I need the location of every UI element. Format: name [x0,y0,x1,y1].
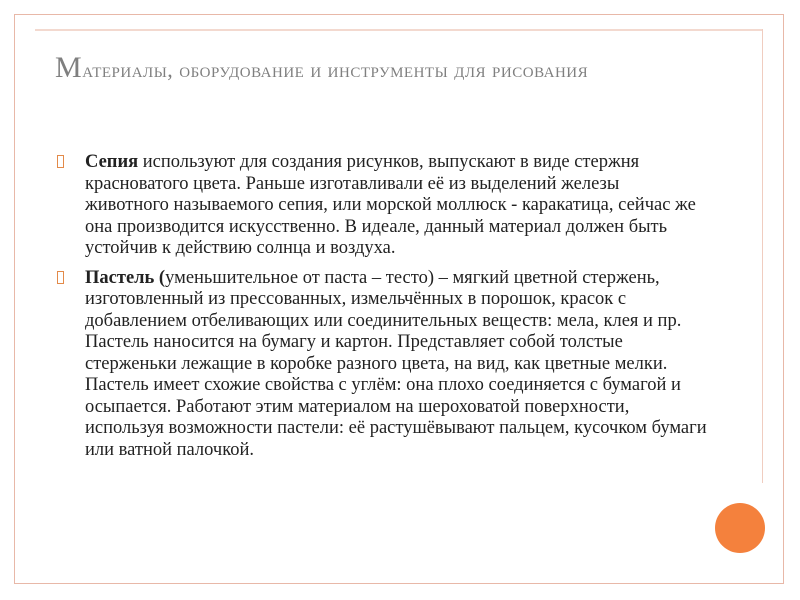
slide-title [55,53,755,85]
bullet-marker-icon [57,155,64,168]
title-first-letter: М [55,51,83,84]
text-sepia: используют для создания рисунков, выпускают в виде стержня красноватого цвета. Раньше изготавливали её из выделений железы животного называемого сепия, или морской моллюск - каракатица, сейчас же она производится искусственно. В идеале, данный материал должен быть устойчив к действию солнца и воздуха. [85,152,696,258]
text-pastel: уменьшительное от паста – тесто) – мягкий цветной стержень, изготовленный из прессованных, измельчённых в порошок, красок с добавлением отбеливающих или соединительных веществ: мела, клея и пр. Пастель наносится на бумагу и картон. Представляет собой толстые стерженьки лежащие в коробке разного цвета, на вид, как цветные мелки. Пастель имеет схожие свойства с углём: она плохо соединяется с бумагой и осыпается. Работают этим материалом на шероховатой поверхности, используя возможности пастели: её растушёвывают пальцем, кусочком бумаги или ватной палочкой. [85,267,707,460]
slide [14,14,784,584]
title-rest: атериалы, оборудование и инструменты для рисования [82,57,589,82]
term-pastel: Пастель ( [85,267,166,288]
bullet-marker-icon [57,271,64,284]
side-decor-line [762,29,763,483]
orange-circle-decor [715,503,765,553]
slide-content [57,152,707,469]
term-sepia: Сепия [85,152,139,172]
top-decor-line [35,29,763,31]
bullet-pastel [57,268,707,462]
bullet-sepia [57,152,707,260]
